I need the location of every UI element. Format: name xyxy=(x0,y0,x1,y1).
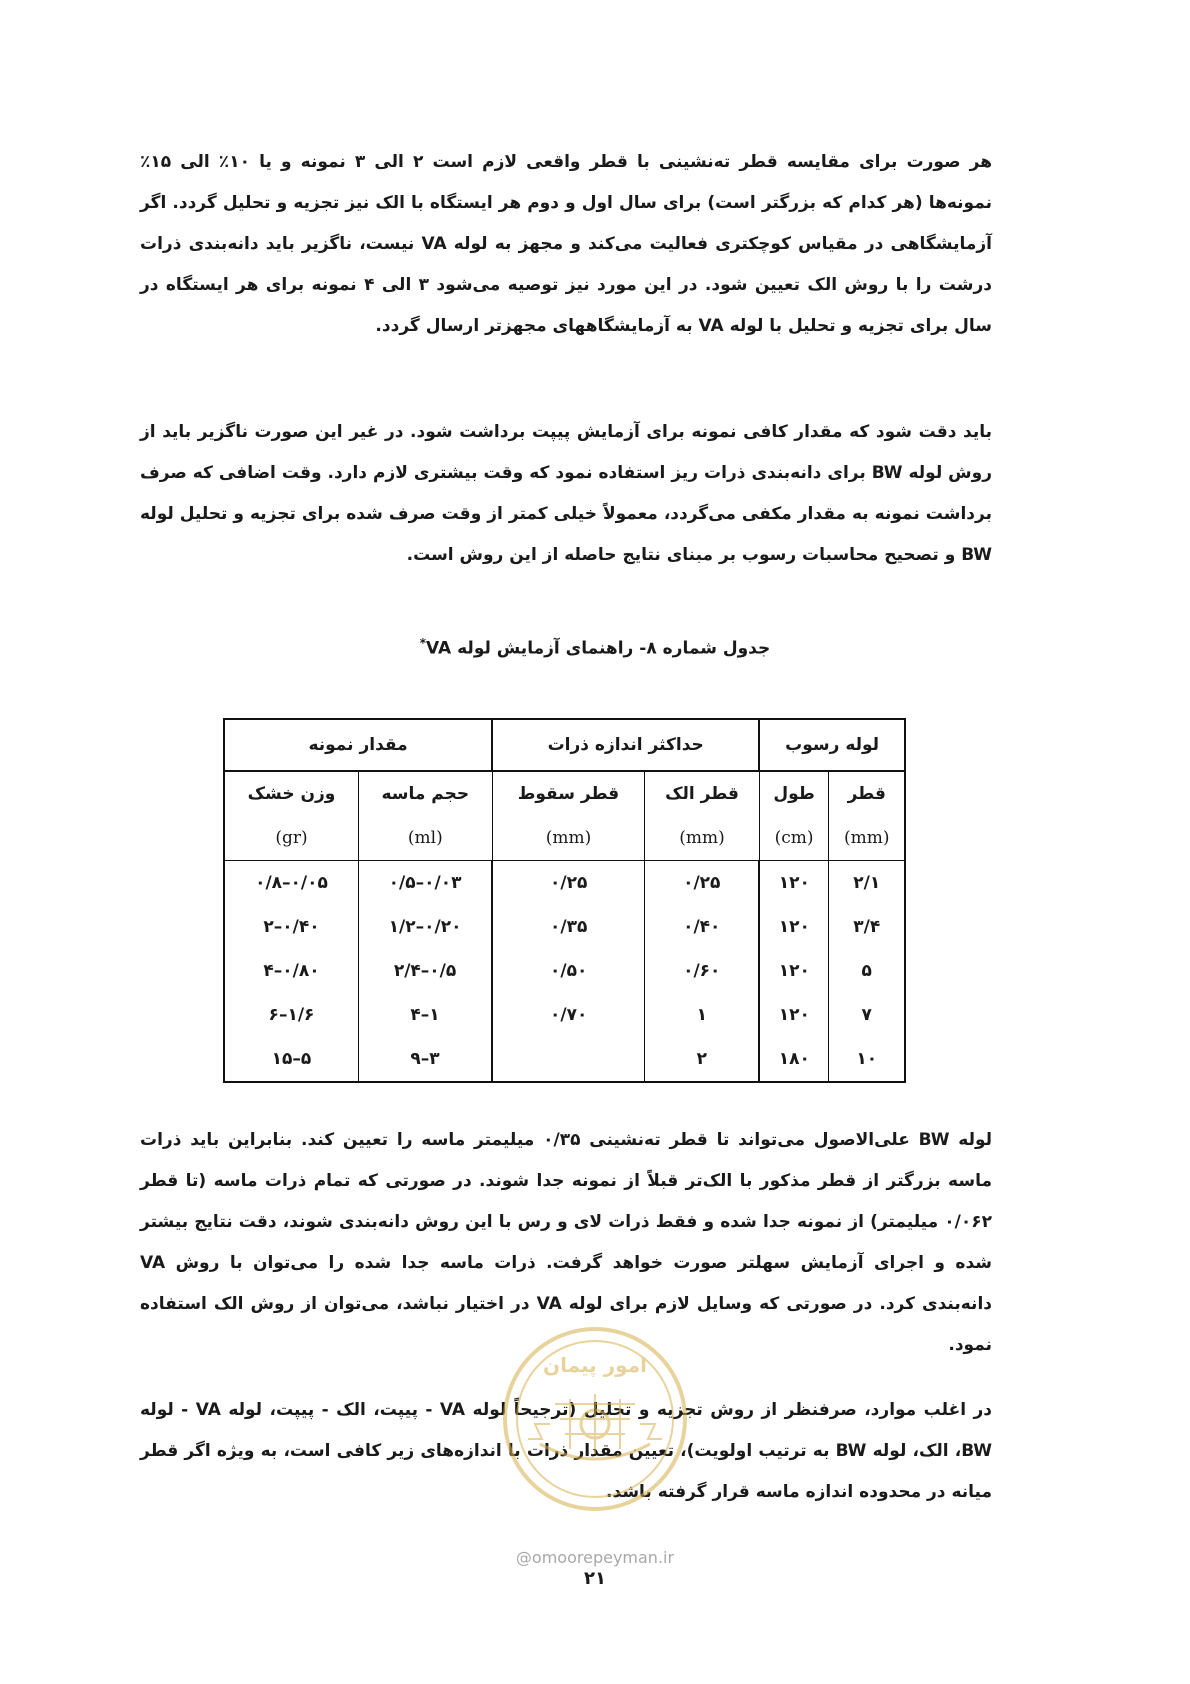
watermark-logo-text: امور پیمان xyxy=(543,1353,647,1377)
table-cell: ۰/۲۰–۱/۲ xyxy=(358,905,492,949)
table-unit-row xyxy=(224,816,905,861)
table-cell: ۱۲۰ xyxy=(759,861,829,906)
table-cell: ۷ xyxy=(829,993,905,1037)
table-cell: ۱۲۰ xyxy=(759,949,829,993)
table-cell: ۱۲۰ xyxy=(759,905,829,949)
page-number: ۲۱ xyxy=(584,1568,606,1589)
table-cell: ۱–۴ xyxy=(358,993,492,1037)
table-cell: ۰/۶۰ xyxy=(645,949,759,993)
column-header: قطر الک xyxy=(645,771,759,816)
table-cell: ۰/۵–۲/۴ xyxy=(358,949,492,993)
column-header: قطر سقوط xyxy=(492,771,645,816)
paragraph-2: باید دقت شود که مقدار کافی نمونه برای آزمایش پیپت برداشت شود. در غیر این صورت ناگزیر باید از روش لوله BW برای دانه‌بندی ذرات ریز استفاده نمود که وقت بیشتری لازم دارد. وقت اضافی که صرف برداشت نمونه به مقدار مکفی می‌گردد، معمولاً خیلی کمتر از وقت صرف شده برای تجزیه و تحلیل لوله BW و تصحیح محاسبات رسوب بر مبنای نتایج حاصله از این روش است. xyxy=(140,422,992,565)
paragraph-3: لوله BW علی‌الاصول می‌تواند تا قطر ته‌نشینی ۰/۳۵ میلیمتر ماسه را تعیین کند. بنابراین باید ذرات ماسه بزرگتر از قطر مذکور با الک‌تر قبلاً از نمونه جدا شوند. در صورتی که تمام ذرات ماسه (تا قطر ۰/۰۶۲ میلیمتر) از نمونه جدا شده و فقط ذرات لای و رس با این روش دانه‌بندی شوند، دقت نتایج بیشتر شده و اجرای آزمایش سهلتر صورت خواهد گرفت. ذرات ماسه جدا شده را می‌توان با روش VA دانه‌بندی کرد. در صورتی که وسایل لازم برای لوله VA در اختیار نباشد، می‌توان از روش الک استفاده نمود. xyxy=(140,1130,992,1355)
column-unit: (cm) xyxy=(759,816,829,861)
watermark-site: omoorepeyman.ir xyxy=(531,1548,675,1567)
watermark-site-text: @omoorepeyman.ir xyxy=(515,1548,675,1567)
table-cell: ۵–۱۵ xyxy=(224,1037,358,1082)
table-row xyxy=(224,993,905,1037)
column-unit: (mm) xyxy=(645,816,759,861)
table-cell: ۰/۳۵ xyxy=(492,905,645,949)
table-group-header-row xyxy=(224,719,905,771)
table-cell: ۱۸۰ xyxy=(759,1037,829,1082)
table-cell: ۰/۰۵–۰/۸ xyxy=(224,861,358,906)
table-cell: ۱۰ xyxy=(829,1037,905,1082)
table-cell: ۱۲۰ xyxy=(759,993,829,1037)
table-cell: ۲/۱ xyxy=(829,861,905,906)
table-cell: ۰/۵۰ xyxy=(492,949,645,993)
column-unit: (ml) xyxy=(358,816,492,861)
column-header: وزن خشک xyxy=(224,771,358,816)
table-cell: ۰/۷۰ xyxy=(492,993,645,1037)
group-header-sample-amount: مقدار نمونه xyxy=(224,719,492,771)
column-unit: (mm) xyxy=(829,816,905,861)
column-unit: (gr) xyxy=(224,816,358,861)
table-cell xyxy=(492,1037,645,1082)
table-cell: ۱/۶–۶ xyxy=(224,993,358,1037)
table-cell: ۰/۲۵ xyxy=(645,861,759,906)
column-unit: (mm) xyxy=(492,816,645,861)
column-header: حجم ماسه xyxy=(358,771,492,816)
group-header-max-particle-size: حداکثر اندازه ذرات xyxy=(492,719,759,771)
column-header: قطر xyxy=(829,771,905,816)
table-cell: ۳/۴ xyxy=(829,905,905,949)
table-cell: ۰/۸۰–۴ xyxy=(224,949,358,993)
column-header: طول xyxy=(759,771,829,816)
table-caption-text: جدول شماره ۸- راهنمای آزمایش لوله VA xyxy=(426,638,771,659)
table-row xyxy=(224,861,905,906)
va-tube-guide-table xyxy=(223,718,906,1083)
table-cell: ۰/۴۰–۲ xyxy=(224,905,358,949)
table-cell: ۰/۲۵ xyxy=(492,861,645,906)
table-row xyxy=(224,949,905,993)
table-cell: ۲ xyxy=(645,1037,759,1082)
table-cell: ۰/۰۳–۰/۵ xyxy=(358,861,492,906)
table-cell: ۱ xyxy=(645,993,759,1037)
table-cell: ۰/۴۰ xyxy=(645,905,759,949)
table-row xyxy=(224,1037,905,1082)
seal-logo-icon xyxy=(500,1324,690,1514)
table-cell: ۵ xyxy=(829,949,905,993)
group-header-sediment-tube: لوله رسوب xyxy=(759,719,905,771)
paragraph-1: هر صورت برای مقایسه قطر ته‌نشینی با قطر واقعی لازم است ۲ الی ۳ نمونه و یا ۱۰٪ الی ۱۵٪ نمونه‌ها (هر کدام که بزرگتر است) برای سال اول و دوم هر ایستگاه با الک نیز تجزیه و تحلیل گردد. اگر آزمایشگاهی در مقیاس کوچکتری فعالیت می‌کند و مجهز به لوله VA نیست، ناگزیر باید دانه‌بندی ذرات درشت را با روش الک تعیین شود. در این مورد نیز توصیه می‌شود ۳ الی ۴ نمونه برای هر ایستگاه در سال برای تجزیه و تحلیل با لوله VA به آزمایشگاههای مجهزتر ارسال گردد. xyxy=(140,152,993,336)
table-column-header-row xyxy=(224,771,905,816)
table-caption-footnote-mark: * xyxy=(419,636,427,650)
table-cell: ۳–۹ xyxy=(358,1037,492,1082)
paragraph-4: در اغلب موارد، صرفنظر از روش تجزیه و تحلیل (ترجیحاً لوله VA - پیپت، الک - پیپت، لوله VA - لوله BW، الک، لوله BW به ترتیب اولویت)، تعیین مقدار ذرات با اندازه‌های زیر کافی است، به ویژه اگر قطر میانه در محدوده اندازه ماسه قرار گرفته باشد. xyxy=(140,1400,992,1502)
table-row xyxy=(224,905,905,949)
table-caption xyxy=(0,636,1190,659)
